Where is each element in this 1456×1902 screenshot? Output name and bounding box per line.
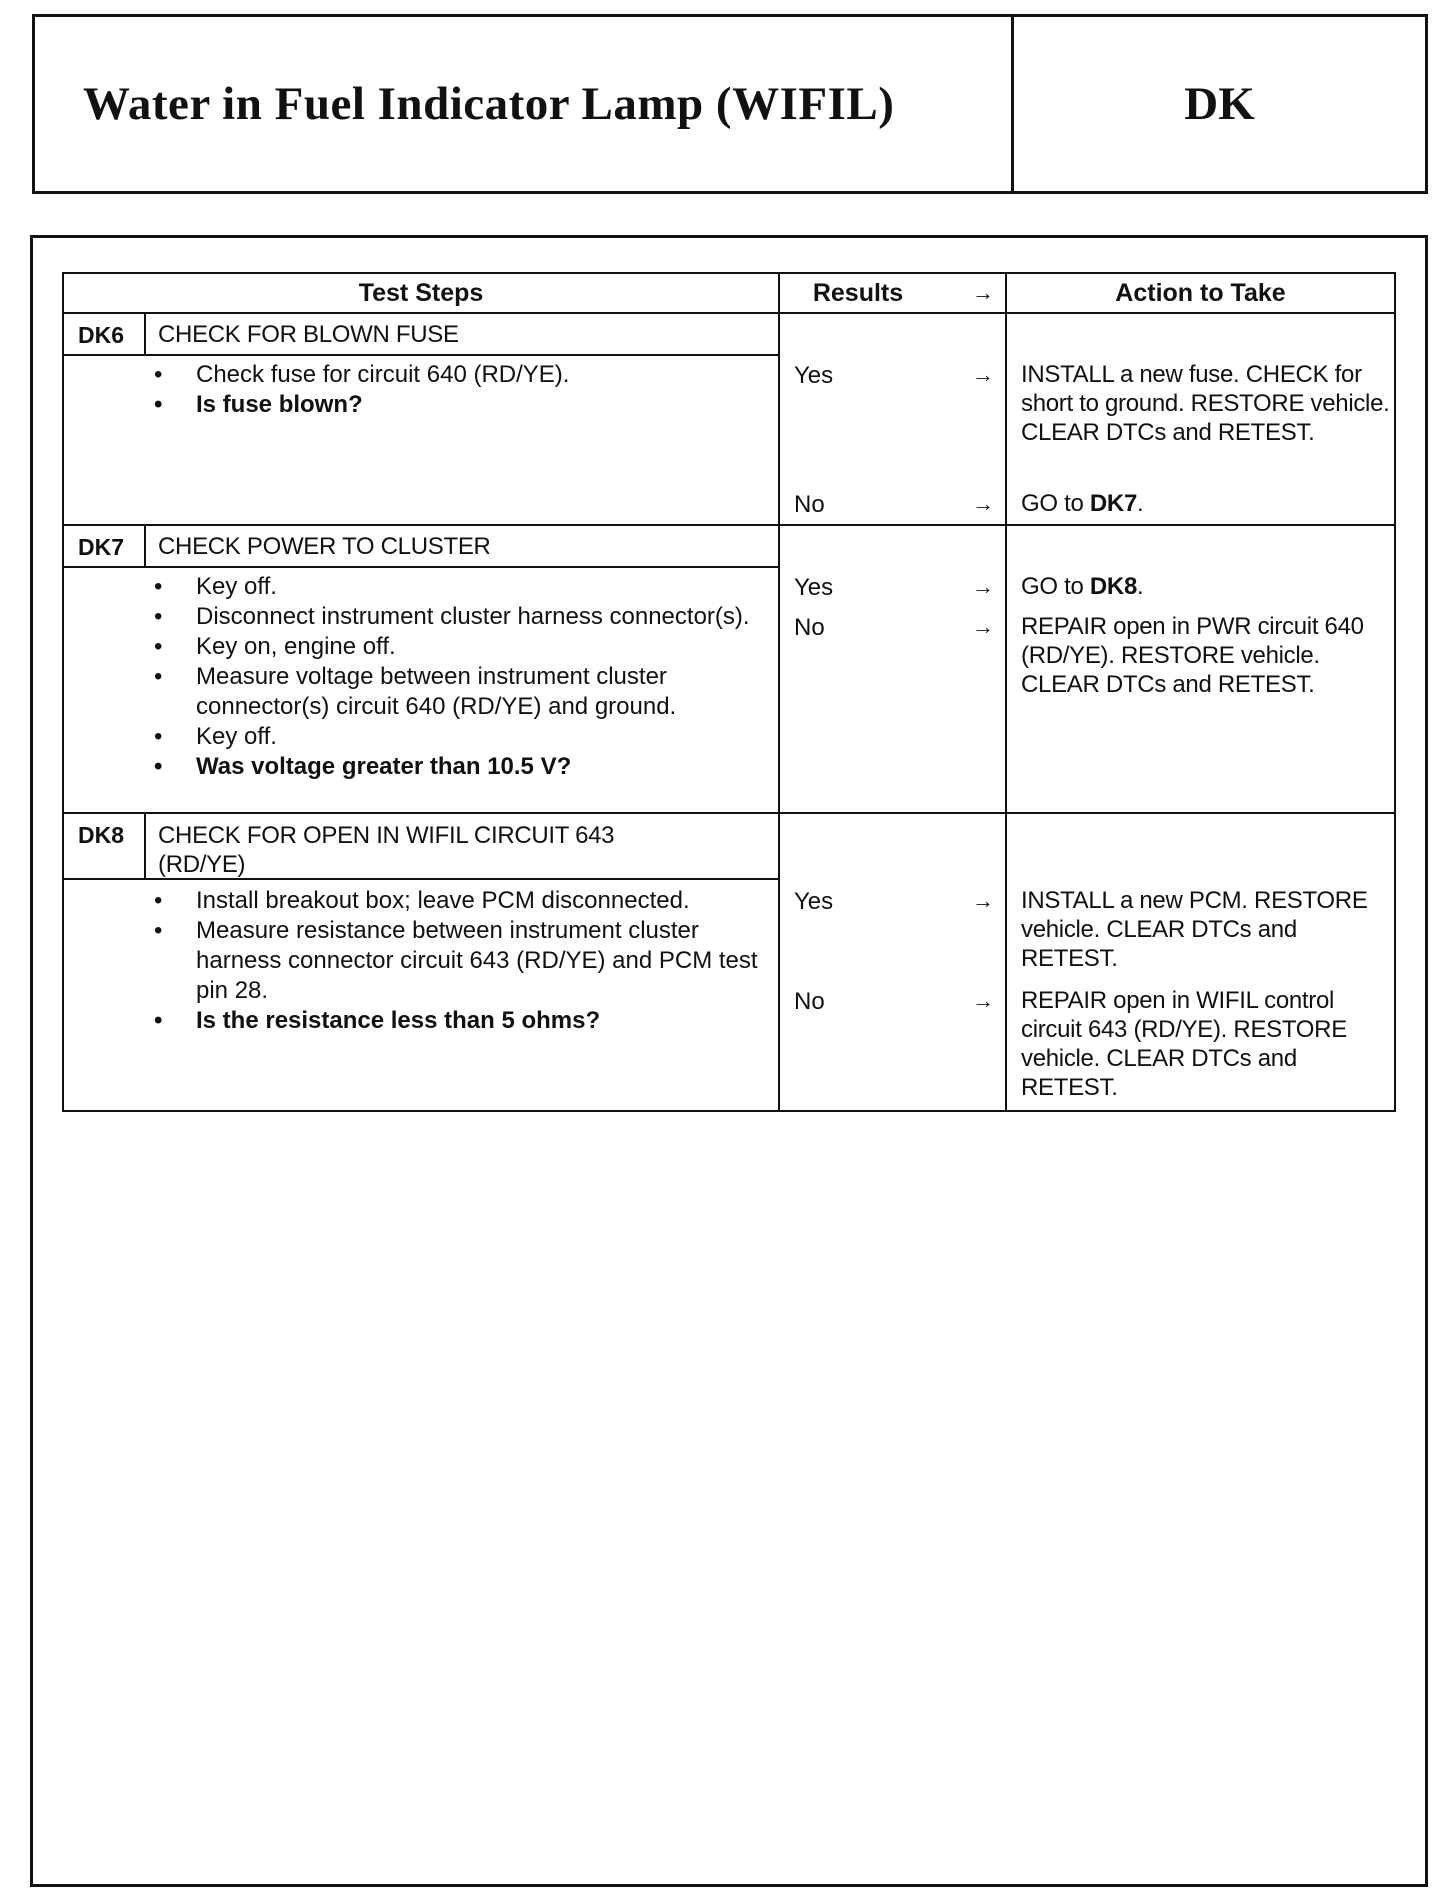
row-divider <box>64 524 1394 526</box>
bullet-item: • Install breakout box; leave PCM disconnected. <box>152 886 762 916</box>
row-divider <box>64 812 1394 814</box>
arrow-icon: → <box>972 888 994 913</box>
step-title: CHECK POWER TO CLUSTER <box>158 533 491 560</box>
action-goto <box>1021 489 1391 518</box>
header-arrow-icon: → <box>972 280 994 305</box>
step-id: DK8 <box>78 822 125 848</box>
step-bullets <box>152 360 762 420</box>
action-suffix: . <box>1137 490 1144 517</box>
action-text: INSTALL a new PCM. RESTORE vehicle. CLEAR DTCs and RETEST. <box>1021 887 1368 972</box>
header-test-steps: Test Steps <box>358 278 484 307</box>
bullet-item: • Key off. <box>152 722 762 752</box>
action-text: INSTALL a new fuse. CHECK for short to ground. RESTORE vehicle. CLEAR DTCs and RETEST. <box>1021 361 1390 446</box>
document-header <box>32 14 1428 194</box>
bullet-item: • Key off. <box>152 572 762 602</box>
result-no: No <box>794 491 825 518</box>
bullet-question: • Was voltage greater than 10.5 V? <box>152 752 762 782</box>
result-no: No <box>794 614 825 641</box>
result-yes: Yes <box>794 574 834 601</box>
step-bullets <box>152 572 762 782</box>
arrow-icon: → <box>972 614 994 639</box>
result-yes: Yes <box>794 362 834 389</box>
arrow-icon: → <box>972 491 994 516</box>
bullet-item: • Disconnect instrument cluster harness connector(s). <box>152 602 762 632</box>
bullet-question: • Is fuse blown? <box>152 390 762 420</box>
action-goto <box>1021 572 1391 601</box>
column-divider <box>778 274 780 1110</box>
action-step-link: DK8 <box>1089 573 1138 600</box>
step-title-divider <box>64 566 778 568</box>
header-action: Action to Take <box>1115 278 1286 307</box>
page-title: Water in Fuel Indicator Lamp (WIFIL) <box>35 17 1014 191</box>
header-divider <box>64 312 1394 314</box>
result-no: No <box>794 988 825 1015</box>
column-divider <box>1005 274 1007 1110</box>
action-suffix: . <box>1137 573 1144 600</box>
step-title-divider <box>64 354 778 356</box>
step-id: DK7 <box>78 534 125 560</box>
id-divider <box>144 312 146 354</box>
arrow-icon: → <box>972 988 994 1013</box>
action-text: REPAIR open in WIFIL control circuit 643 (RD/YE). RESTORE vehicle. CLEAR DTCs and RETEST. <box>1021 987 1347 1101</box>
bullet-item: • Measure voltage between instrument cluster connector(s) circuit 640 (RD/YE) and ground. <box>152 662 762 722</box>
bullet-item: • Check fuse for circuit 640 (RD/YE). <box>152 360 762 390</box>
action-text: REPAIR open in PWR circuit 640 (RD/YE). RESTORE vehicle. CLEAR DTCs and RETEST. <box>1021 613 1364 698</box>
bullet-item: • Key on, engine off. <box>152 632 762 662</box>
arrow-icon: → <box>972 574 994 599</box>
action-prefix: GO to <box>1021 490 1090 517</box>
bullet-question: • Is the resistance less than 5 ohms? <box>152 1006 762 1036</box>
bullet-item: • Measure resistance between instrument cluster harness connector circuit 643 (RD/YE) and PCM test pin 28. <box>152 916 762 1006</box>
action-prefix: GO to <box>1021 573 1090 600</box>
header-results: Results <box>812 278 904 307</box>
action-step-link: DK7 <box>1089 490 1138 517</box>
test-steps-table <box>62 272 1396 1112</box>
step-id: DK6 <box>78 322 125 348</box>
id-divider <box>144 812 146 878</box>
step-title: CHECK FOR BLOWN FUSE <box>158 321 459 348</box>
step-bullets <box>152 886 762 1036</box>
result-yes: Yes <box>794 888 834 915</box>
arrow-icon: → <box>972 362 994 387</box>
step-title: CHECK FOR OPEN IN WIFIL CIRCUIT 643 (RD/YE) <box>158 822 615 878</box>
id-divider <box>144 524 146 566</box>
section-code: DK <box>1184 78 1255 130</box>
